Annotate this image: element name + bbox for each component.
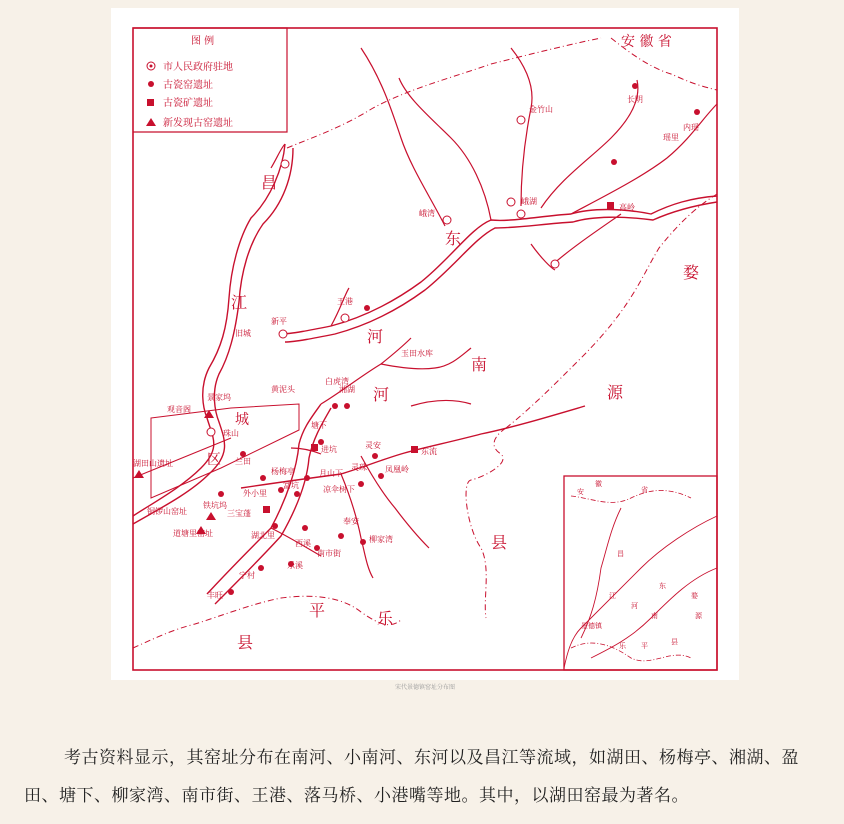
place-liujiawan: 柳家湾 xyxy=(369,535,393,544)
svg-text:昌: 昌 xyxy=(617,550,624,558)
inset-map xyxy=(577,479,703,650)
body-paragraph: 考古资料显示，其窑址分布在南河、小南河、东河以及昌江等流域，如湖田、杨梅亭、湘湖、盈田、塘下、柳家湾、南市街、王港、落马桥、小港嘴等地。其中，以湖田窑最为著名。 xyxy=(24,748,799,806)
legend-item-new-kiln: 新发现古窑遗址 xyxy=(163,118,233,129)
place-wanggang: 王港 xyxy=(337,297,353,306)
region-city-1: 城 xyxy=(235,412,249,428)
svg-text:河: 河 xyxy=(631,602,638,610)
region-wuyuan-2: 源 xyxy=(607,383,624,402)
region-changjiang-2: 江 xyxy=(231,293,248,312)
legend xyxy=(146,34,233,129)
place-dongliu: 东流 xyxy=(421,447,437,456)
svg-text:省: 省 xyxy=(641,486,648,494)
place-yaoli: 瑶里 xyxy=(663,133,679,142)
place-nanshijie: 南市街 xyxy=(317,549,341,558)
legend-item-city: 市人民政府驻地 xyxy=(163,62,233,73)
legend-item-kiln: 古瓷窑遗址 xyxy=(163,80,213,91)
place-lingzhu: 灵珠 xyxy=(351,463,367,472)
place-ewan: 峨湾 xyxy=(419,209,435,218)
place-xinping: 新平 xyxy=(271,317,287,326)
kiln-map xyxy=(111,8,739,680)
place-liangshuxia: 凉伞树下 xyxy=(323,485,355,494)
place-yutianshuiku: 玉田水库 xyxy=(401,349,433,358)
place-tiejiuwu: 铁坑坞 xyxy=(203,501,227,510)
region-county-right: 县 xyxy=(491,533,508,552)
region-city-2: 区 xyxy=(207,452,221,468)
region-wuyuan-1: 婺 xyxy=(683,263,700,282)
region-county-left: 县 xyxy=(237,633,254,652)
place-hubeili: 湖北里 xyxy=(251,531,275,540)
svg-text:东: 东 xyxy=(659,582,666,590)
place-lingan: 灵安 xyxy=(365,441,381,450)
region-leping-1: 平 xyxy=(309,601,326,620)
place-huangnitou: 黄泥头 xyxy=(271,385,295,394)
place-gaoling: 高岭 xyxy=(619,203,635,212)
place-fengfengjing: 凤凰岭 xyxy=(385,465,409,474)
place-changming: 长明 xyxy=(627,95,643,104)
map-caption: 宋代景德镇窑址分布图 xyxy=(394,684,455,691)
place-fengwang: 丰旺 xyxy=(207,591,223,600)
svg-text:源: 源 xyxy=(695,612,702,620)
region-nanhe-1: 南 xyxy=(471,355,488,374)
svg-text:县: 县 xyxy=(671,638,678,646)
svg-text:南: 南 xyxy=(651,612,658,620)
red-triangle-icon xyxy=(146,118,156,126)
place-ningcun: 宁村 xyxy=(239,571,255,580)
place-jiucheng: 旧城 xyxy=(235,329,251,338)
place-yueshanxia: 月山下 xyxy=(319,469,343,478)
place-huangbaishan: 湖田山遗址 xyxy=(133,459,173,468)
place-tangxia: 塘下 xyxy=(311,421,327,430)
region-leping-2: 乐 xyxy=(377,609,394,628)
place-xidan: 西溪 xyxy=(295,539,311,548)
place-sanbaopeng: 三宝蓬 xyxy=(227,509,251,518)
place-waixiaoli: 外小里 xyxy=(243,489,267,498)
region-donghe-1: 东 xyxy=(445,229,462,248)
region-anhui: 安 徽 省 xyxy=(621,34,672,50)
place-jinkeng: 进坑 xyxy=(321,445,337,454)
svg-text:乐: 乐 xyxy=(619,642,626,650)
place-zhushan: 珠山 xyxy=(223,429,239,438)
region-nanhe-2: 河 xyxy=(373,385,390,404)
place-guanyinge: 观音阁 xyxy=(167,405,191,414)
place-xianghu: 湘湖 xyxy=(339,385,355,394)
legend-title: 图 例 xyxy=(191,36,215,47)
place-jingjiawu: 景家坞 xyxy=(207,393,231,402)
map-panel xyxy=(111,8,739,680)
svg-text:徽: 徽 xyxy=(595,480,602,488)
svg-text:婺: 婺 xyxy=(691,592,698,600)
place-neiyao: 内瑶 xyxy=(683,123,699,132)
place-etan: 峨湖 xyxy=(521,197,537,206)
svg-text:安: 安 xyxy=(577,488,584,496)
place-daotangli: 道塘里窑址 xyxy=(173,529,213,538)
place-longxi: 乐溪 xyxy=(287,561,303,570)
legend-item-mine: 古瓷矿遗址 xyxy=(163,98,213,109)
place-fengan: 奉安 xyxy=(343,517,359,526)
place-fujia: 富坑 xyxy=(283,481,299,490)
red-dot-icon xyxy=(148,81,154,87)
place-lantian: 兰田 xyxy=(235,457,251,466)
region-changjiang-1: 昌 xyxy=(261,173,278,192)
red-square-icon xyxy=(147,99,154,106)
place-baihuwan: 白虎湾 xyxy=(325,377,349,386)
svg-text:景德镇: 景德镇 xyxy=(581,622,602,630)
place-yangmeiting: 杨梅亭 xyxy=(271,467,295,476)
region-donghe-2: 河 xyxy=(367,327,384,346)
svg-text:江: 江 xyxy=(609,592,616,600)
place-jinzhushan: 金竹山 xyxy=(529,105,553,114)
svg-text:平: 平 xyxy=(641,642,648,650)
place-tongxiangshan: 铜锣山窑址 xyxy=(147,507,187,516)
